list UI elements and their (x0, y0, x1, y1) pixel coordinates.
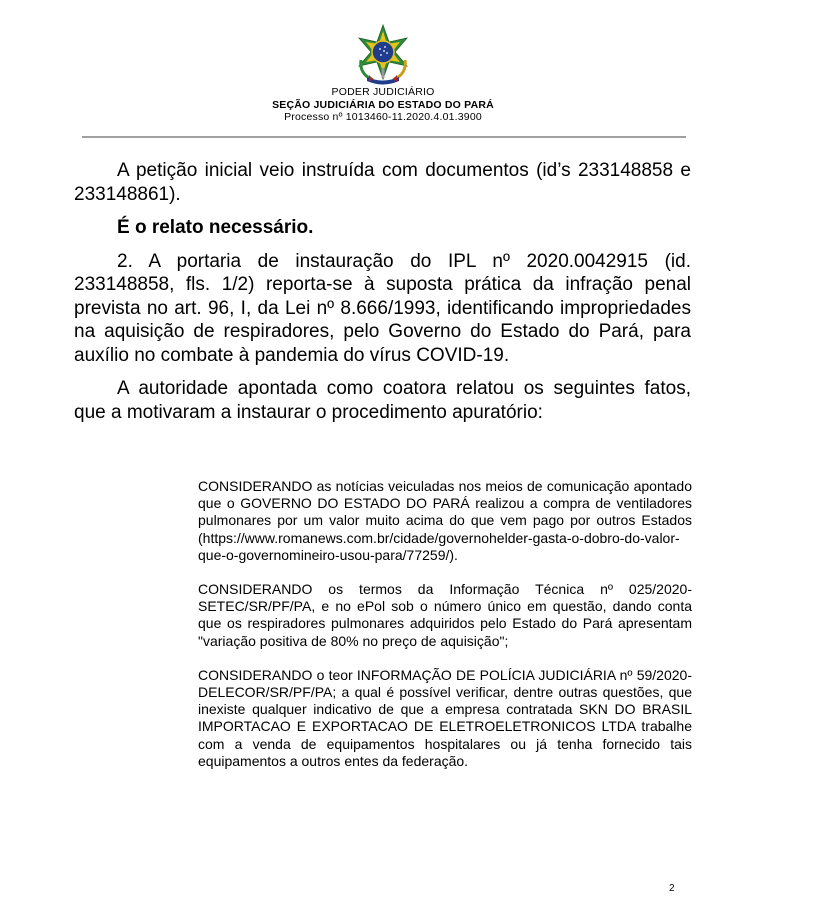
paragraph-portaria: 2. A portaria de instauração do IPL nº 2020.0042915 (id. 233148858, fls. 1/2) reporta-se à suposta prática da infração penal prevista no art. 96, I, da Lei nº 8.666/1993, identificando impropriedades na aquisição de respiradores, pelo Governo do Estado do Pará, para auxílio no combate à pandemia do vírus COVID-19. (74, 250, 691, 366)
page-number: 2 (669, 883, 675, 894)
paragraph-peticao: A petição inicial veio instruída com documentos (id’s 233148858 e 233148861). (74, 160, 691, 205)
header-divider (82, 136, 686, 138)
paragraph-relato: É o relato necessário. (117, 217, 314, 238)
header-line-poder: PODER JUDICIÁRIO (331, 86, 435, 98)
quote-paragraph-1: CONSIDERANDO as notícias veiculadas nos meios de comunicação apontado que o GOVERNO DO ESTADO DO PARÁ realizou a compra de ventiladores pulmonares por um valor muito acima do que vem pago por outros Estados (https://www.romanews.com.br/cidade/governohelder-gasta-o-dobro-do-valor-que-o-governomineiro-usou-para/77259/). (198, 478, 692, 563)
paragraph-autoridade: A autoridade apontada como coatora relatou os seguintes fatos, que a motivaram a instaurar o procedimento apuratório: (74, 378, 691, 423)
header-line-secao: SEÇÃO JUDICIÁRIA DO ESTADO DO PARÁ (272, 98, 494, 111)
brazil-coat-of-arms-icon (355, 24, 411, 86)
header-line-processo: Processo nº 1013460-11.2020.4.01.3900 (284, 111, 482, 123)
block-quote (198, 478, 692, 787)
quote-paragraph-3: CONSIDERANDO o teor INFORMAÇÃO DE POLÍCIA JUDICIÁRIA nº 59/2020-DELECOR/SR/PF/PA; a qual é possível verificar, dentre outras questões, que inexiste qualquer indicativo de que a empresa contratada SKN DO BRASIL IMPORTACAO E EXPORTACAO DE ELETROELETRONICOS LTDA trabalhe com a venda de equipamentos hospitalares ou já tenha fornecido tais equipamentos a outros entes da federação. (198, 666, 692, 769)
document-header (0, 24, 766, 124)
document-body (74, 159, 691, 434)
quote-paragraph-2: CONSIDERANDO os termos da Informação Técnica nº 025/2020-SETEC/SR/PF/PA, e no ePol sob o número único em questão, dando conta que os respiradores pulmonares adquiridos pelo Estado do Pará apresentam "variação positiva de 80% no preço de aquisição"; (198, 581, 692, 649)
